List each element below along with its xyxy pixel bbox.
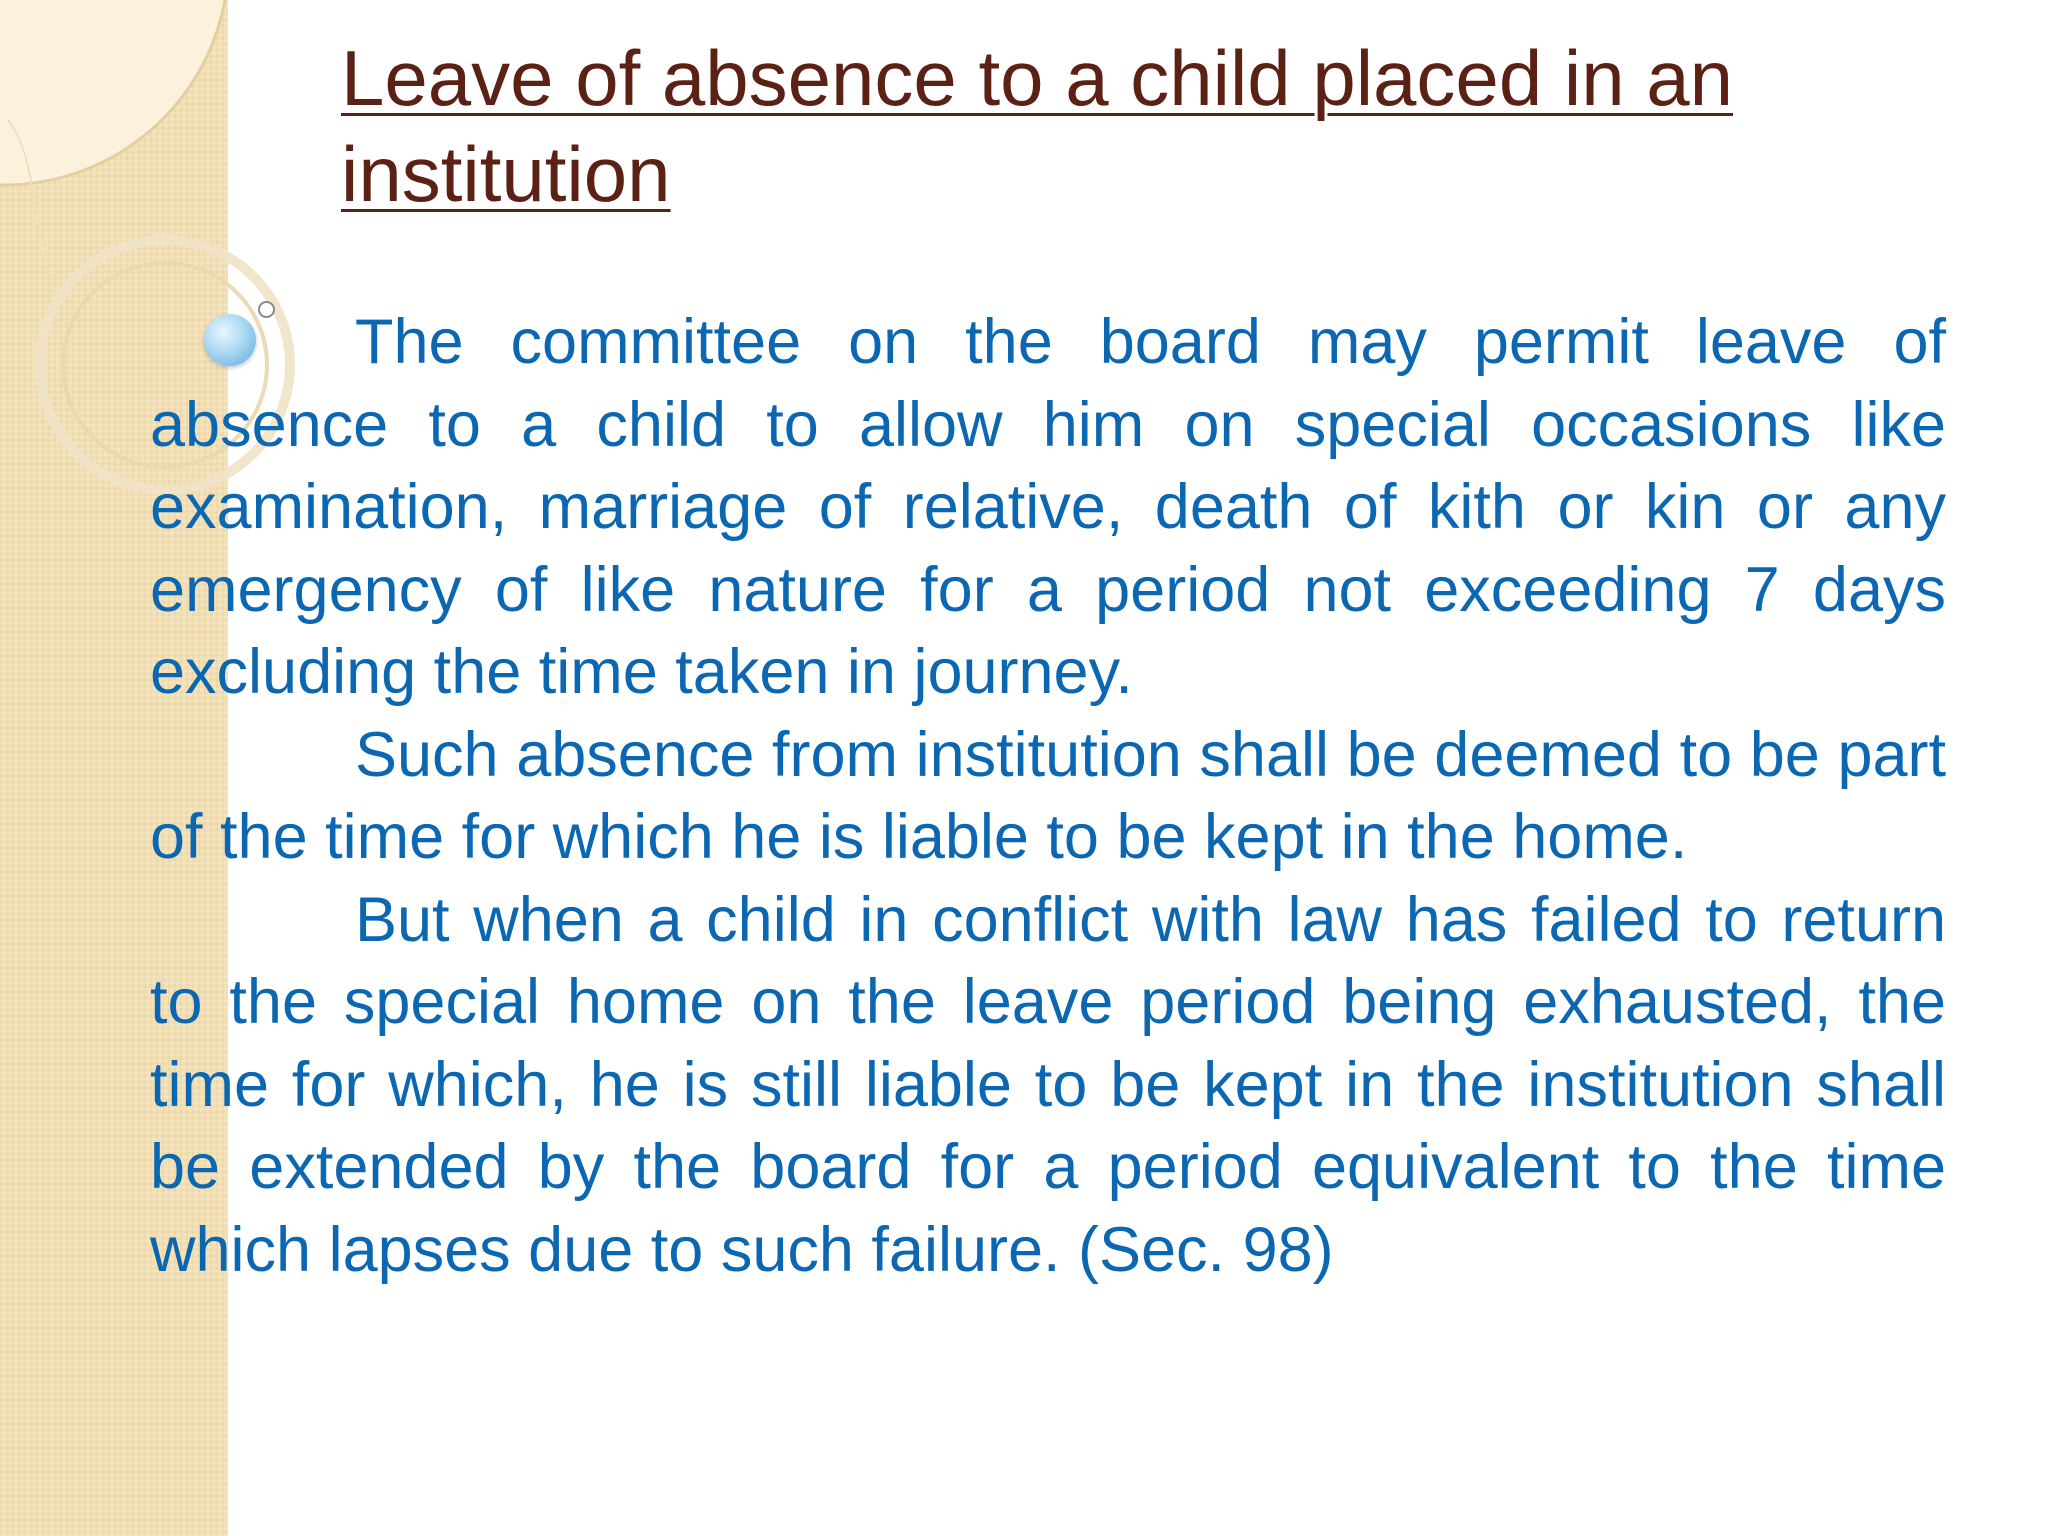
paragraph-1: The committee on the board may permit leave of absence to a child to allow him on special occasions like examination, marriage of relative, death of kith or kin or any emergency of like nature for a period not exceeding 7 days excluding the time taken in journey. (150, 307, 1946, 707)
slide-title: Leave of absence to a child placed in an institution (341, 34, 1734, 218)
body-text (150, 301, 1946, 1291)
paragraph-3: But when a child in conflict with law has failed to return to the special home on the leave period being exhausted, the time for which, he is still liable to be kept in the institution shall be extended by the board for a period equivalent to the time which lapses due to such failure. (Sec. 98) (150, 884, 1946, 1285)
paragraph-2: Such absence from institution shall be deemed to be part of the time for which he is liable to be kept in the home. (150, 719, 1946, 872)
